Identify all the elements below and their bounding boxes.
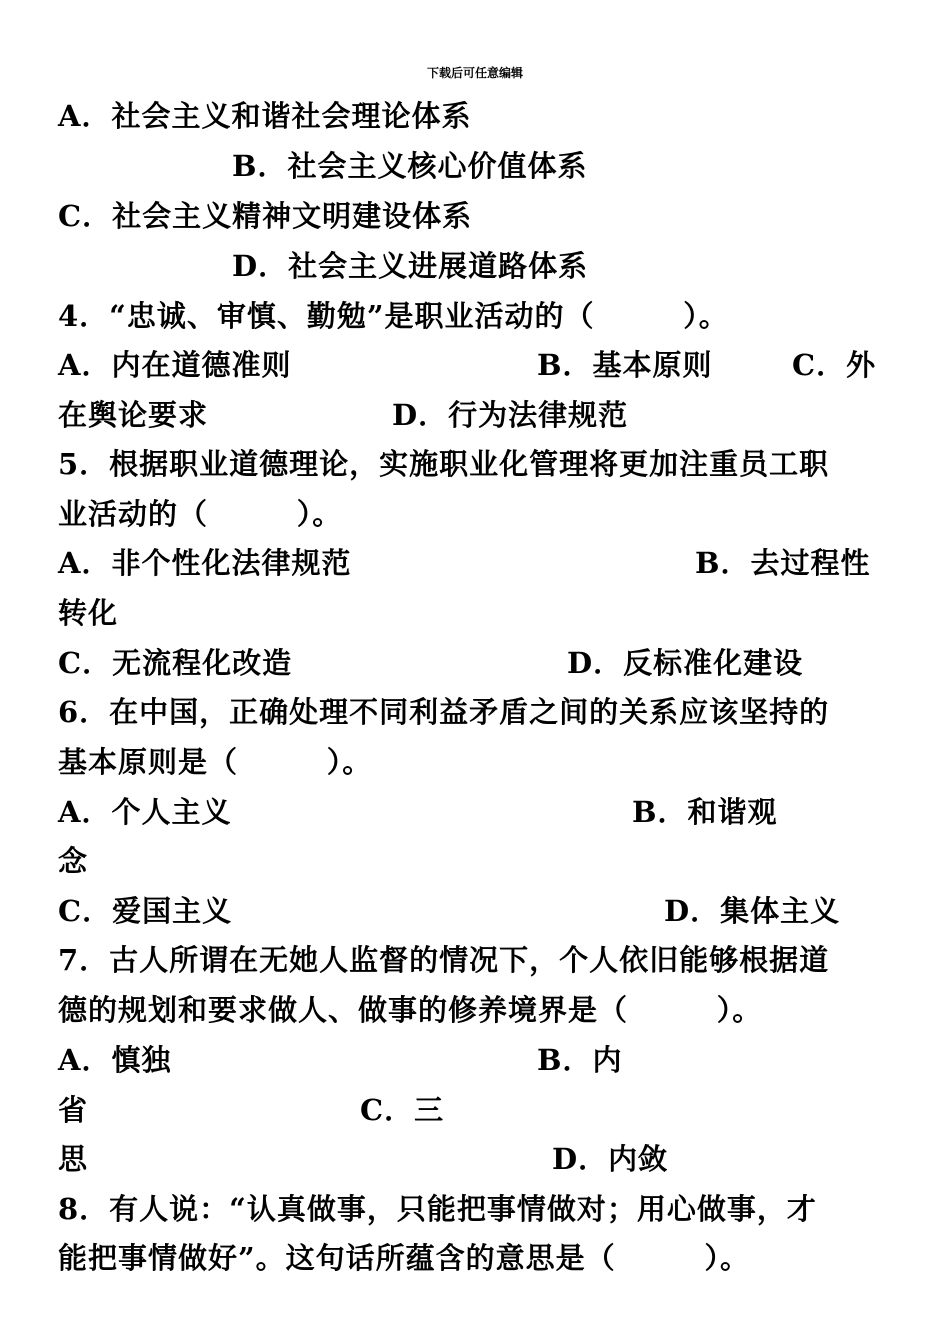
q7-option-c-cont: 思 — [58, 1142, 89, 1176]
q3-option-d: D．社会主义进展道路体系 — [232, 249, 589, 283]
page-header: 下载后可任意编辑 — [426, 66, 523, 80]
q7-option-a: A．慎独 — [58, 1043, 172, 1077]
q4-option-c: C．外 — [792, 348, 877, 382]
q5-option-b-cont: 转化 — [58, 596, 119, 630]
q5-option-a: A．非个性化法律规范 — [58, 546, 352, 580]
q5-question-cont: 业活动的（ ）。 — [58, 497, 343, 531]
q7-option-c: C．三 — [360, 1093, 445, 1127]
q7-option-b-cont: 省 — [58, 1093, 89, 1127]
q7-option-b: B．内 — [537, 1043, 623, 1077]
q6-question-cont: 基本原则是（ ）。 — [58, 745, 373, 779]
q5-option-c: C．无流程化改造 — [58, 646, 293, 680]
q6-option-d: D．集体主义 — [664, 894, 841, 928]
q4-option-d: D．行为法律规范 — [392, 398, 629, 432]
q5-option-d: D．反标准化建设 — [567, 646, 804, 680]
q3-option-a: A．社会主义和谐社会理论体系 — [58, 99, 472, 133]
q6-option-b: B．和谐观 — [632, 795, 778, 829]
q7-question: 7．古人所谓在无她人监督的情况下，个人依旧能够根据道 — [58, 943, 830, 977]
q3-option-b: B．社会主义核心价值体系 — [232, 149, 588, 183]
q4-option-a: A．内在道德准则 — [58, 348, 292, 382]
q7-question-cont: 德的规划和要求做人、做事的修养境界是（ ）。 — [58, 993, 763, 1027]
q6-option-a: A．个人主义 — [58, 795, 232, 829]
q6-option-c: C．爱国主义 — [58, 894, 233, 928]
q6-question: 6．在中国，正确处理不同利益矛盾之间的关系应该坚持的 — [58, 695, 830, 729]
q5-question: 5．根据职业道德理论，实施职业化管理将更加注重员工职 — [58, 447, 830, 481]
q6-option-b-cont: 念 — [58, 844, 89, 878]
q4-option-c-cont: 在舆论要求 — [58, 398, 209, 432]
q5-option-b: B．去过程性 — [695, 546, 871, 580]
q4-question: 4．“忠诚、审慎、勤勉”是职业活动的（ ）。 — [58, 299, 729, 333]
q8-question-cont: 能把事情做好”。这句话所蕴含的意思是（ ）。 — [58, 1241, 750, 1275]
q4-option-b: B．基本原则 — [537, 348, 713, 382]
q7-option-d: D．内敛 — [552, 1142, 669, 1176]
q8-question: 8．有人说：“认真做事，只能把事情做对；用心做事，才 — [58, 1192, 817, 1226]
q3-option-c: C．社会主义精神文明建设体系 — [58, 199, 473, 233]
